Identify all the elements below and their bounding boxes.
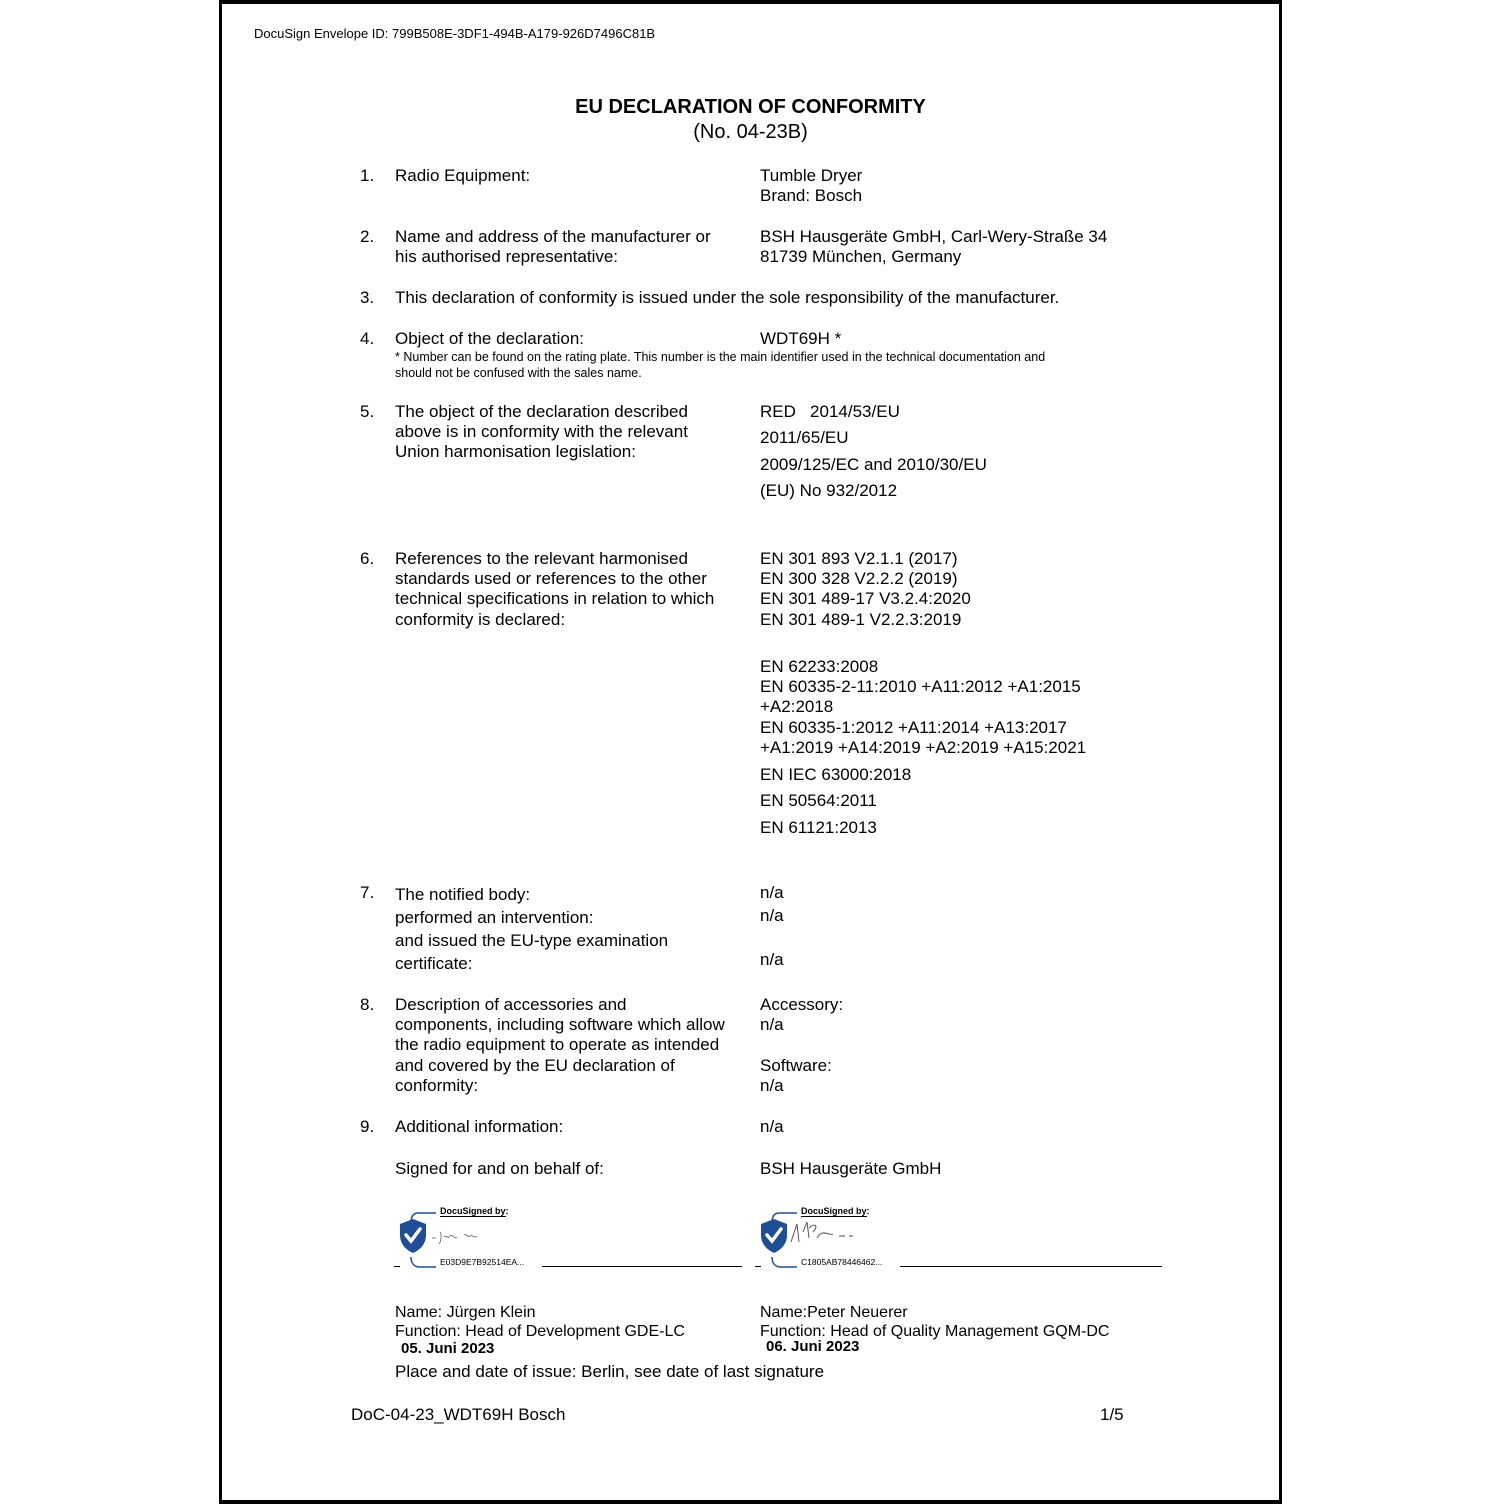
place-and-date: Place and date of issue: Berlin, see date of last signature — [395, 1362, 825, 1381]
signature-block-2 — [755, 1200, 1115, 1270]
item-6-label-line: standards used or references to the other — [395, 569, 707, 588]
item-6-label-line: conformity is declared: — [395, 610, 566, 629]
item-7-value: n/a — [760, 883, 784, 902]
item-6-standard: EN 60335-1:2012 +A11:2014 +A13:2017 — [760, 718, 1067, 737]
docusigned-by-label: DocuSigned by: — [440, 1206, 509, 1216]
item-6-label-line: References to the relevant harmonised — [395, 549, 688, 568]
item-4-note-line: * Number can be found on the rating plate. This number is the main identifier used in the technical documentation and — [395, 350, 1046, 364]
item-5-number: 5. — [360, 402, 375, 421]
item-5-value-line: 2011/65/EU — [760, 428, 849, 447]
signature-id: C1805AB78446462... — [801, 1257, 883, 1267]
item-5-value-line: 2009/125/EC and 2010/30/EU — [760, 455, 987, 474]
divider — [801, 1216, 867, 1217]
signer-2-date: 06. Juni 2023 — [766, 1338, 860, 1355]
item-5-label-line: above is in conformity with the relevant — [395, 422, 688, 441]
item-8-value: Software: — [760, 1056, 832, 1075]
item-6-standard: EN 50564:2011 — [760, 791, 877, 810]
item-8-label-line: and covered by the EU declaration of — [395, 1056, 675, 1075]
item-2-value-line: BSH Hausgeräte GmbH, Carl-Wery-Straße 34 — [760, 227, 1108, 246]
item-5-label-line: Union harmonisation legislation: — [395, 442, 636, 461]
item-7-number: 7. — [360, 883, 375, 902]
signed-company: BSH Hausgeräte GmbH — [760, 1159, 942, 1178]
item-7-value: n/a — [760, 906, 784, 925]
item-6-standard: EN 301 893 V2.1.1 (2017) — [760, 549, 958, 568]
signature-line — [542, 1266, 742, 1267]
item-1-value-line: Brand: Bosch — [760, 186, 863, 205]
item-8-label-line: conformity: — [395, 1076, 479, 1095]
item-5-value-line: RED 2014/53/EU — [760, 402, 900, 421]
handwritten-signature-1 — [430, 1228, 480, 1246]
item-6-standard: +A1:2019 +A14:2019 +A2:2019 +A15:2021 — [760, 738, 1087, 757]
signature-line-start — [394, 1266, 400, 1267]
item-7-label-line: certificate: — [395, 954, 473, 973]
item-1-number: 1. — [360, 166, 375, 185]
item-9-value: n/a — [760, 1117, 784, 1136]
docusigned-by-label: DocuSigned by: — [801, 1206, 870, 1216]
item-5-value-line: (EU) No 932/2012 — [760, 481, 898, 500]
item-6-standard: EN IEC 63000:2018 — [760, 765, 912, 784]
item-6-number: 6. — [360, 549, 375, 568]
item-8-value: n/a — [760, 1015, 784, 1034]
item-4-label: Object of the declaration: — [395, 329, 585, 348]
item-8-label-line: components, including software which allow — [395, 1015, 725, 1034]
signature-block-1 — [394, 1200, 754, 1270]
signature-id: E03D9E7B92514EA... — [440, 1257, 525, 1267]
item-1-value-line: Tumble Dryer — [760, 166, 863, 185]
item-6-label-line: technical specifications in relation to which — [395, 589, 715, 608]
item-6-standard: EN 301 489-17 V3.2.4:2020 — [760, 589, 971, 608]
item-1-label: Radio Equipment: — [395, 166, 531, 185]
handwritten-signature-2 — [787, 1218, 857, 1246]
divider — [440, 1216, 506, 1217]
footer-document-ref: DoC-04-23_WDT69H Bosch — [351, 1405, 566, 1424]
signer-1-name: Name: Jürgen Klein — [395, 1304, 536, 1321]
signer-1-function: Function: Head of Development GDE-LC — [395, 1323, 685, 1340]
signer-2-function: Function: Head of Quality Management GQM-DC — [760, 1323, 1110, 1340]
item-6-standard: EN 60335-2-11:2010 +A11:2012 +A1:2015 — [760, 677, 1081, 696]
item-6-standard: +A2:2018 — [760, 697, 834, 716]
item-2-label-line: Name and address of the manufacturer or — [395, 227, 711, 246]
item-2-value-line: 81739 München, Germany — [760, 247, 962, 266]
item-7-label-line: performed an intervention: — [395, 908, 594, 927]
item-7-label-line: The notified body: — [395, 885, 531, 904]
item-8-value: Accessory: — [760, 995, 844, 1014]
item-6-standard: EN 62233:2008 — [760, 657, 879, 676]
signer-2-name: Name:Peter Neuerer — [760, 1304, 908, 1321]
item-4-note-line: should not be confused with the sales name. — [395, 366, 642, 380]
item-3-text: This declaration of conformity is issued under the sole responsibility of the manufacturer. — [395, 288, 1060, 307]
item-9-number: 9. — [360, 1117, 375, 1136]
item-8-label-line: the radio equipment to operate as intended — [395, 1035, 720, 1054]
footer-page-number: 1/5 — [1100, 1405, 1124, 1424]
envelope-id: DocuSign Envelope ID: 799B508E-3DF1-494B-A179-926D7496C81B — [254, 26, 656, 41]
item-7-value: n/a — [760, 950, 784, 969]
item-9-label: Additional information: — [395, 1117, 564, 1136]
signed-label: Signed for and on behalf of: — [395, 1159, 604, 1178]
document-page — [219, 0, 1282, 1504]
item-8-number: 8. — [360, 995, 375, 1014]
document-number: (No. 04-23B) — [693, 121, 808, 143]
item-2-number: 2. — [360, 227, 375, 246]
item-6-standard: EN 301 489-1 V2.2.3:2019 — [760, 610, 962, 629]
signature-line — [900, 1266, 1162, 1267]
item-5-label-line: The object of the declaration described — [395, 402, 688, 421]
item-3-number: 3. — [360, 288, 375, 307]
item-6-standard: EN 300 328 V2.2.2 (2019) — [760, 569, 958, 588]
signer-1-date: 05. Juni 2023 — [401, 1340, 495, 1357]
item-6-standard: EN 61121:2013 — [760, 818, 877, 837]
item-4-value: WDT69H * — [760, 329, 842, 348]
document-title: EU DECLARATION OF CONFORMITY — [575, 96, 926, 118]
item-7-label-line: and issued the EU-type examination — [395, 931, 669, 950]
item-8-value: n/a — [760, 1076, 784, 1095]
item-2-label-line: his authorised representative: — [395, 247, 619, 266]
item-8-label-line: Description of accessories and — [395, 995, 627, 1014]
item-4-number: 4. — [360, 329, 375, 348]
signature-line-start — [755, 1266, 761, 1267]
